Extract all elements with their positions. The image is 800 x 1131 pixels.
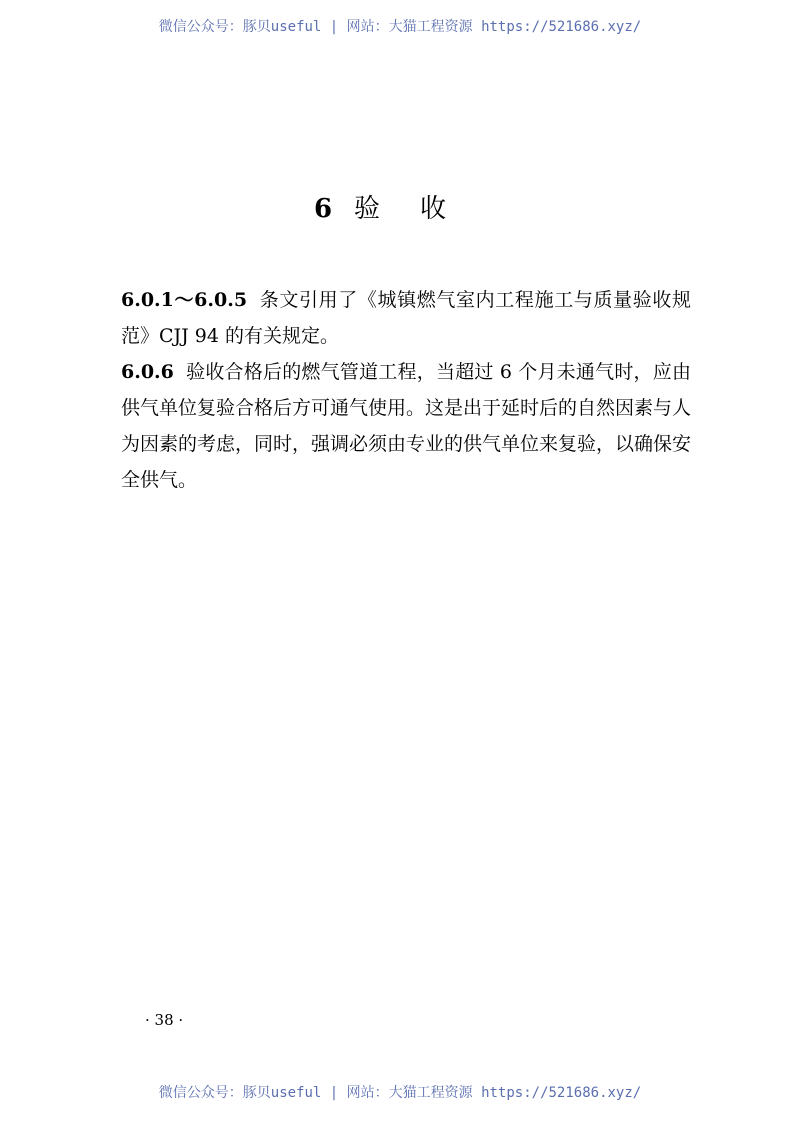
clause-text: 条文引用了《城镇燃气室内工程施工与质量验收规范》CJJ 94 的有关规定。	[121, 289, 692, 347]
top-watermark: 微信公众号：豚贝useful | 网站：大猫工程资源 https://521686.xyz/	[158, 19, 642, 35]
chapter-title	[0, 192, 800, 226]
clause-number: 6.0.6	[121, 361, 174, 383]
page-number: · 38 ·	[145, 1011, 184, 1029]
chapter-number: 6	[313, 194, 333, 224]
chapter-heading: 验收	[354, 194, 487, 224]
body-text	[121, 282, 691, 498]
clause-number: 6.0.1～6.0.5	[121, 289, 248, 311]
bottom-watermark: 微信公众号：豚贝useful | 网站：大猫工程资源 https://521686.xyz/	[158, 1085, 642, 1101]
paragraph-6-0-6	[121, 354, 691, 498]
clause-text: 验收合格后的燃气管道工程，当超过 6 个月未通气时，应由供气单位复验合格后方可通气使用。这是出于延时后的自然因素与人为因素的考虑，同时，强调必须由专业的供气单位来复验，以确保安全供气。	[121, 361, 692, 491]
paragraph-6-0-1	[121, 282, 691, 354]
